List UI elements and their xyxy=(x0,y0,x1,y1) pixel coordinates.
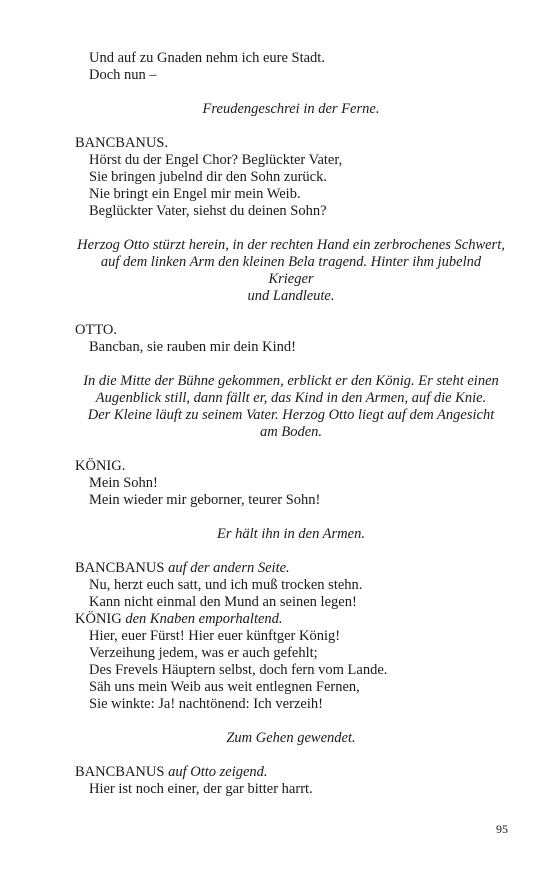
stage-direction-line: Herzog Otto stürzt herein, in der rechten Hand ein zerbrochenes Schwert, xyxy=(77,237,505,253)
speaker-name: KÖNIG xyxy=(75,611,122,627)
verse-line: Nie bringt ein Engel mir mein Weib. xyxy=(89,186,301,202)
verse-line: Sie winkte: Ja! nachtönend: Ich verzeih! xyxy=(89,696,323,712)
verse-line: Bancban, sie rauben mir dein Kind! xyxy=(89,339,296,355)
speaker-heading xyxy=(75,764,268,781)
verse-line: Hörst du der Engel Chor? Beglückter Vater, xyxy=(89,152,343,168)
stage-direction: Freudengeschrei in der Ferne. xyxy=(202,101,380,117)
verse-line: Und auf zu Gnaden nehm ich eure Stadt. xyxy=(89,50,325,66)
speaker-name: BANCBANUS xyxy=(75,560,165,576)
stage-direction-line: und Landleute. xyxy=(247,288,335,304)
verse-line: Mein Sohn! xyxy=(89,475,158,491)
verse-line: Mein wieder mir geborner, teurer Sohn! xyxy=(89,492,321,508)
verse-line: Beglückter Vater, siehst du deinen Sohn? xyxy=(89,203,327,219)
stage-direction-line: Augenblick still, dann fällt er, das Kind in den Armen, auf die Knie. xyxy=(95,390,487,406)
verse-line: Nu, herzt euch satt, und ich muß trocken stehn. xyxy=(89,577,363,593)
speaker-direction: auf Otto zeigend. xyxy=(168,764,268,780)
page-number: 95 xyxy=(496,822,508,836)
stage-direction-line: Der Kleine läuft zu seinem Vater. Herzog Otto liegt auf dem Angesicht xyxy=(87,407,495,423)
stage-direction: Er hält ihn in den Armen. xyxy=(217,526,365,542)
speaker-heading xyxy=(75,560,290,577)
stage-direction-line: auf dem linken Arm den kleinen Bela tragend. Hinter ihm jubelnd xyxy=(100,254,482,270)
stage-direction: Zum Gehen gewendet. xyxy=(226,730,356,746)
speaker-heading xyxy=(75,611,283,628)
speaker-name: OTTO. xyxy=(75,322,118,338)
speaker-name: BANCBANUS xyxy=(75,764,165,780)
verse-line: Hier ist noch einer, der gar bitter harrt. xyxy=(89,781,313,797)
speaker-name: BANCBANUS. xyxy=(75,135,169,151)
stage-direction-line: am Boden. xyxy=(259,424,322,440)
speaker-direction: auf der andern Seite. xyxy=(168,560,290,576)
speaker-direction: den Knaben emporhaltend. xyxy=(125,611,283,627)
verse-line: Doch nun – xyxy=(89,67,157,83)
verse-line: Sie bringen jubelnd dir den Sohn zurück. xyxy=(89,169,327,185)
stage-direction-line: Krieger xyxy=(268,271,314,287)
verse-line: Verzeihung jedem, was er auch gefehlt; xyxy=(89,645,318,661)
verse-line: Des Frevels Häuptern selbst, doch fern vom Lande. xyxy=(89,662,388,678)
verse-line: Hier, euer Fürst! Hier euer künftger König! xyxy=(89,628,341,644)
speaker-name: KÖNIG. xyxy=(75,458,126,474)
verse-line: Kann nicht einmal den Mund an seinen legen! xyxy=(89,594,357,610)
stage-direction-line: In die Mitte der Bühne gekommen, erblickt er den König. Er steht einen xyxy=(83,373,499,389)
verse-line: Säh uns mein Weib aus weit entlegnen Fernen, xyxy=(89,679,360,695)
